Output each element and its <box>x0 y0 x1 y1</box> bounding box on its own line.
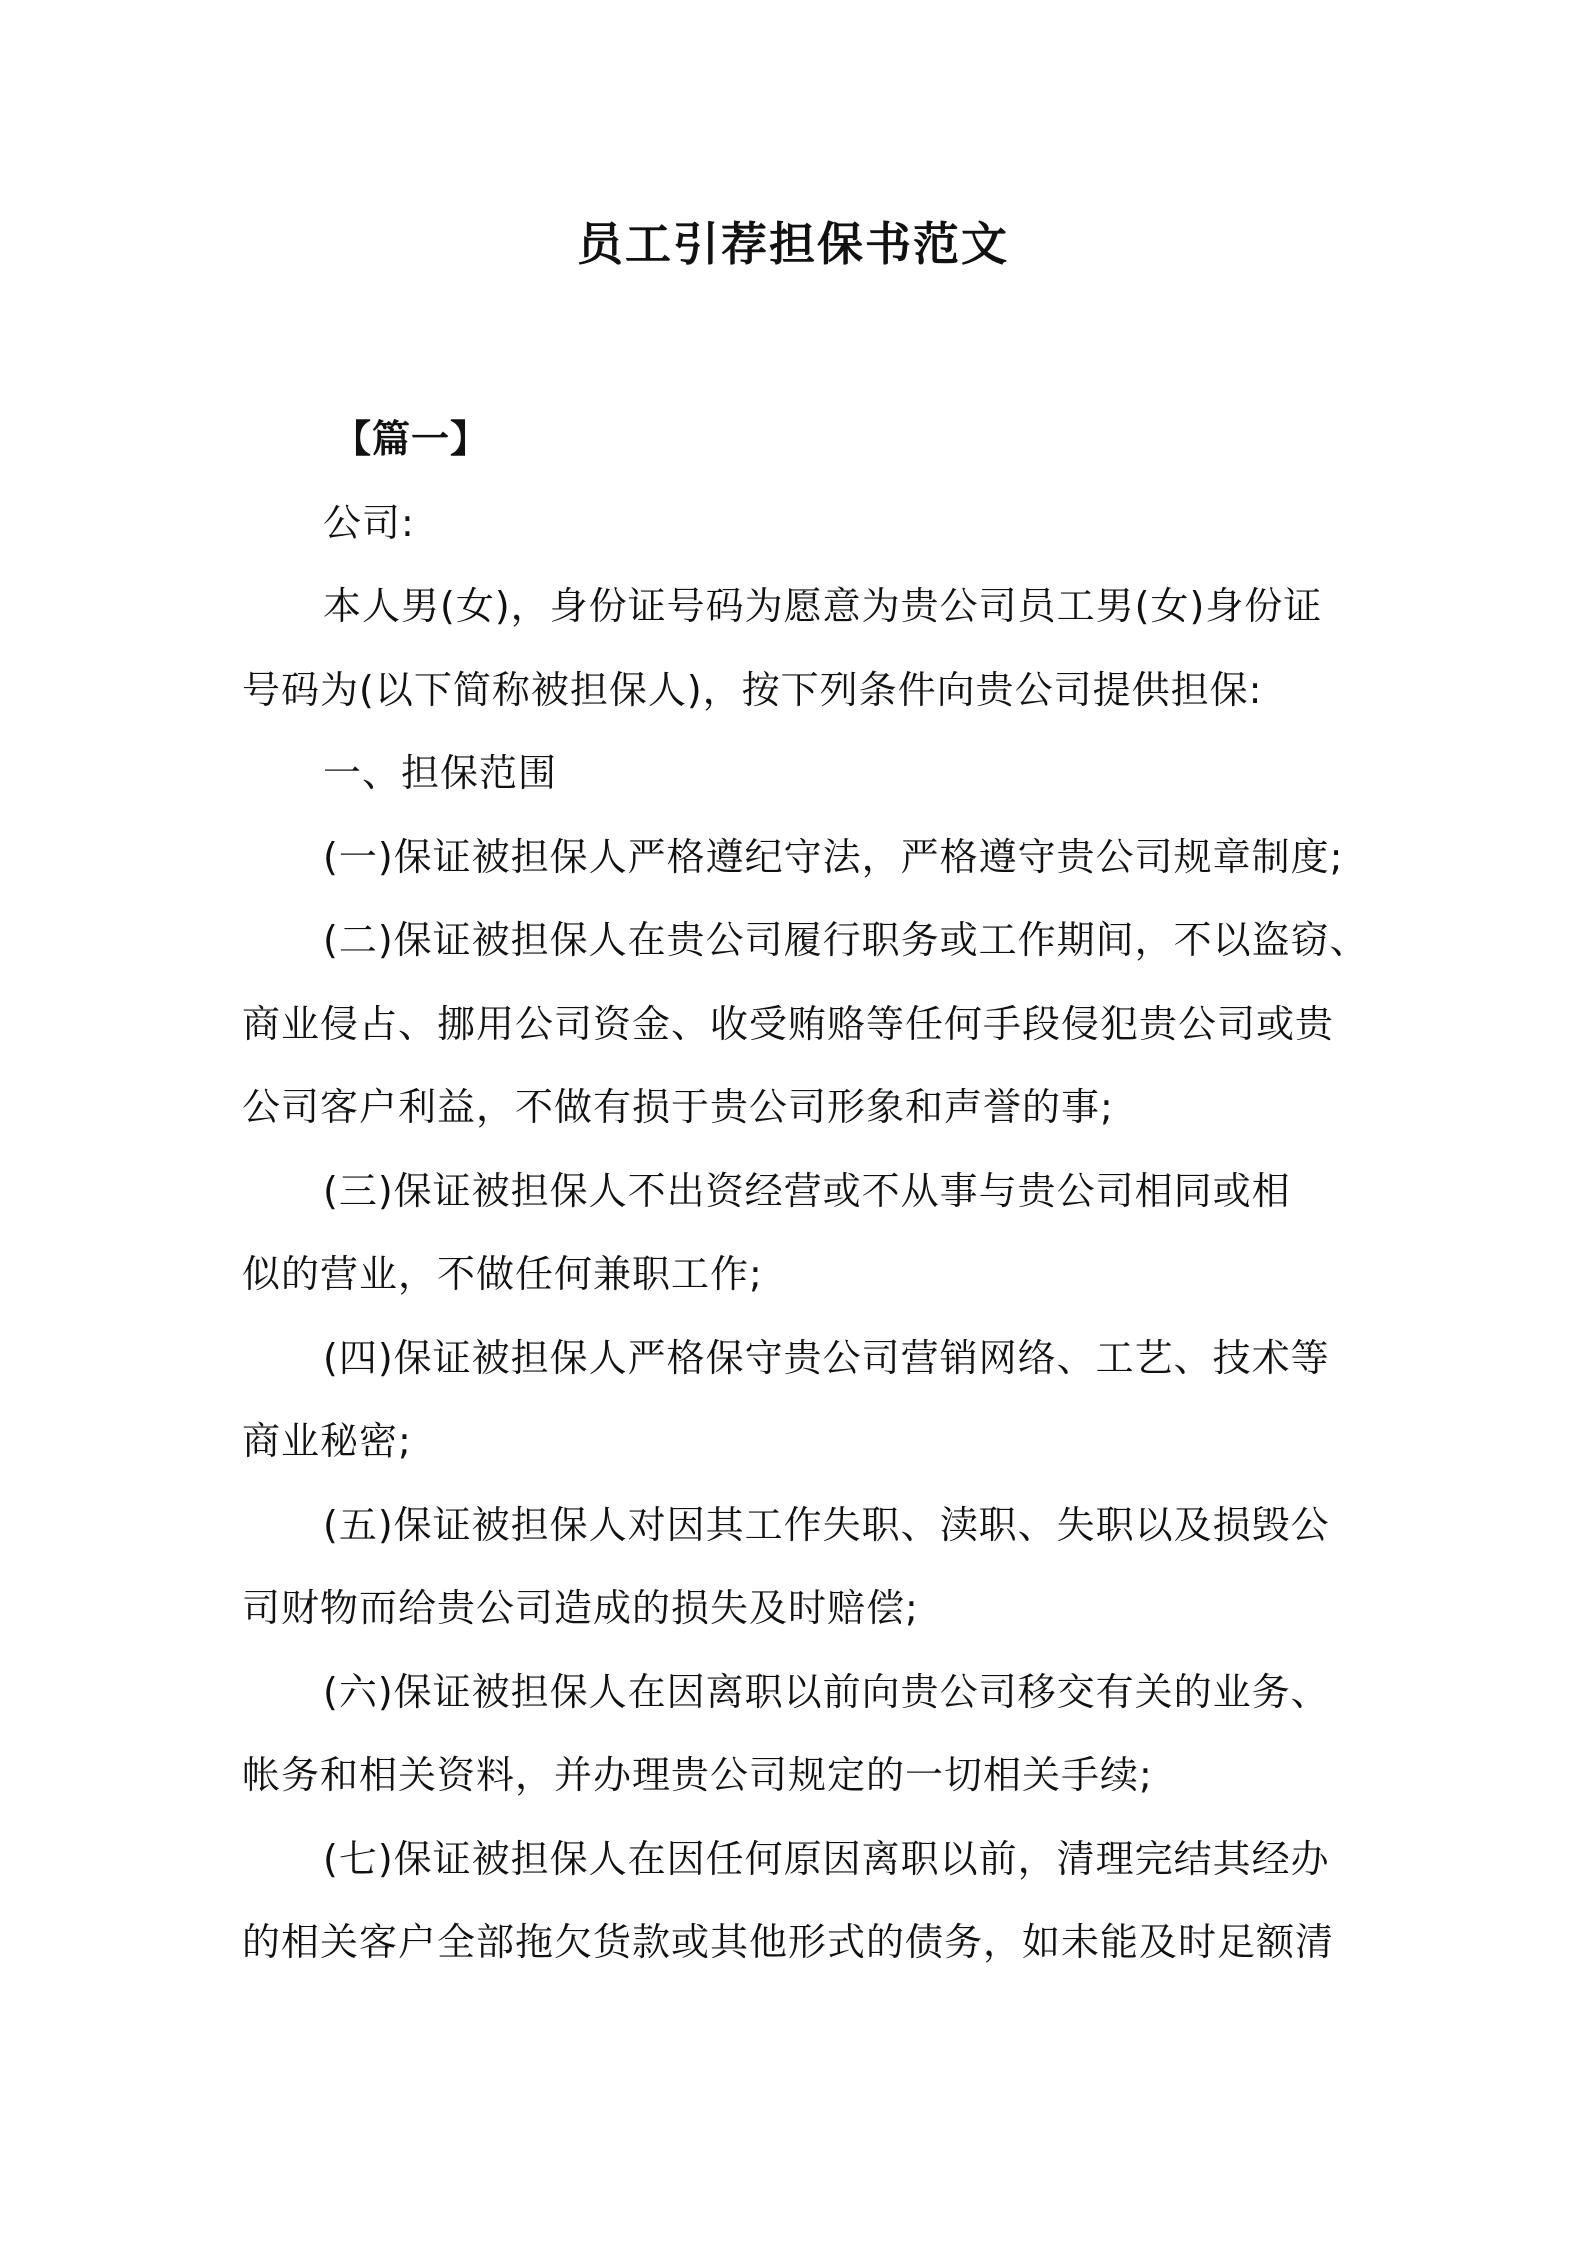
clause-item: (二)保证被担保人在贵公司履行职务或工作期间，不以盗窃、 <box>323 918 1369 962</box>
section-heading: 【篇一】 <box>333 417 490 461</box>
clause-item: (七)保证被担保人在因任何原因离职以前，清理完结其经办 <box>323 1837 1330 1881</box>
body-line: 的相关客户全部拖欠货款或其他形式的债务，如未能及时足额清 <box>242 1920 1335 1964</box>
clause-item: (三)保证被担保人不出资经营或不从事与贵公司相同或相 <box>323 1169 1291 1213</box>
clause-item: (一)保证被担保人严格遵纪守法，严格遵守贵公司规章制度; <box>323 835 1344 879</box>
clause-item: (五)保证被担保人对因其工作失职、渎职、失职以及损毁公 <box>323 1503 1330 1547</box>
body-line: 公司客户利益，不做有损于贵公司形象和声誉的事; <box>242 1085 1114 1129</box>
body-line: 号码为(以下简称被担保人)，按下列条件向贵公司提供担保: <box>242 668 1263 712</box>
clause-heading: 一、担保范围 <box>323 751 558 795</box>
document-title: 员工引荐担保书范文 <box>577 217 1009 271</box>
body-line: 帐务和相关资料，并办理贵公司规定的一切相关手续; <box>242 1753 1153 1797</box>
body-line: 商业秘密; <box>242 1419 412 1463</box>
body-line: 似的营业，不做任何兼职工作; <box>242 1252 763 1296</box>
clause-item: (四)保证被担保人严格保守贵公司营销网络、工艺、技术等 <box>323 1336 1330 1380</box>
body-line: 商业侵占、挪用公司资金、收受贿赂等任何手段侵犯贵公司或贵 <box>242 1002 1335 1046</box>
body-line: 司财物而给贵公司造成的损失及时赔偿; <box>242 1586 919 1630</box>
salutation: 公司: <box>323 501 415 545</box>
clause-item: (六)保证被担保人在因离职以前向贵公司移交有关的业务、 <box>323 1670 1330 1714</box>
body-line: 本人男(女)，身份证号码为愿意为贵公司员工男(女)身份证 <box>323 584 1323 628</box>
